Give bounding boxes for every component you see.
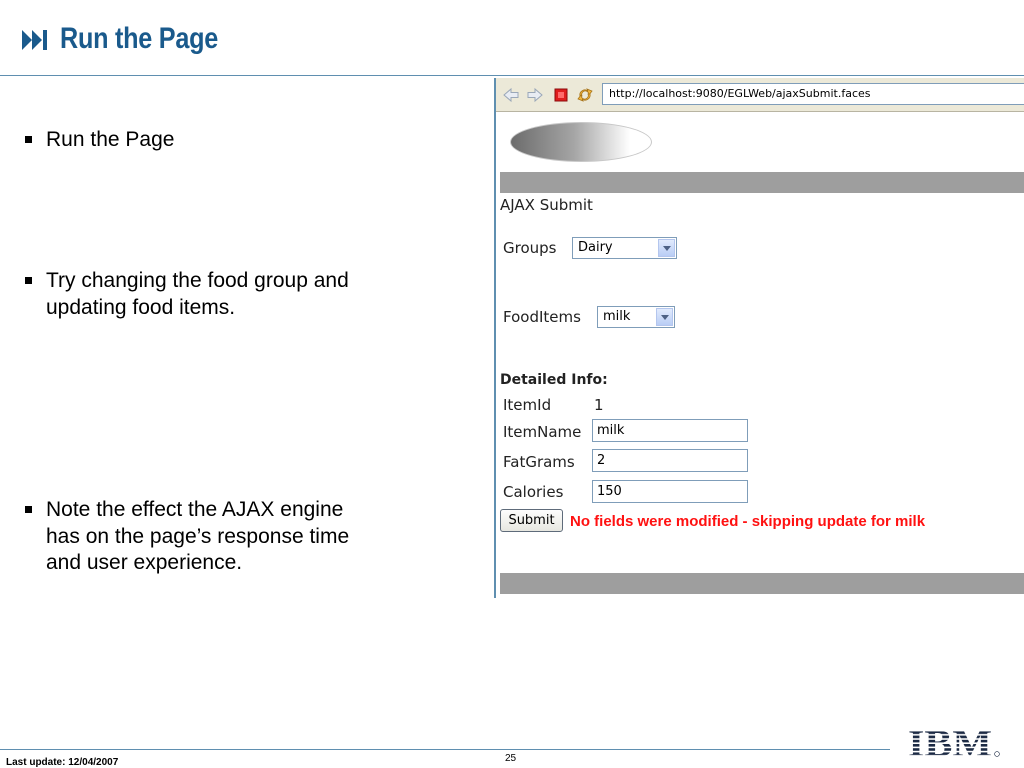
slide-title: Run the Page (60, 22, 218, 55)
calories-label: Calories (503, 483, 564, 501)
footer-bar (500, 573, 1024, 594)
calories-input[interactable]: 150 (592, 480, 748, 503)
address-bar[interactable]: http://localhost:9080/EGLWeb/ajaxSubmit.faces (602, 83, 1024, 105)
title-divider (0, 75, 1024, 76)
fatgrams-label: FatGrams (503, 453, 575, 471)
itemname-label: ItemName (503, 423, 582, 441)
bullet-text: Try changing the food group and updating food items. (46, 269, 349, 319)
browser-toolbar (496, 78, 1024, 112)
groups-select-value: Dairy (578, 240, 613, 255)
itemid-value: 1 (594, 396, 604, 414)
bullet-text: Run the Page (46, 128, 175, 151)
footer-divider (0, 749, 890, 750)
refresh-icon[interactable] (576, 86, 594, 104)
detailed-info-label: Detailed Info: (500, 372, 608, 388)
bullet-square-icon (25, 277, 32, 284)
fast-forward-end-icon (20, 26, 50, 54)
submit-button[interactable]: Submit (500, 509, 563, 532)
svg-text:IBM: IBM (908, 723, 992, 761)
header-bar (500, 172, 1024, 193)
back-arrow-icon[interactable] (502, 86, 520, 104)
fooditems-select[interactable] (597, 306, 675, 328)
page-logo-oval (510, 122, 652, 162)
last-update-text: Last update: 12/04/2007 (6, 757, 119, 768)
status-message: No fields were modified - skipping update for milk (570, 513, 926, 530)
groups-label: Groups (503, 239, 557, 257)
itemid-label: ItemId (503, 396, 552, 414)
fooditems-label: FoodItems (503, 308, 581, 326)
forward-arrow-icon[interactable] (526, 86, 544, 104)
bullet-text: Note the effect the AJAX engine has on the page’s response time and user experience. (46, 498, 350, 574)
fooditems-select-value: milk (603, 309, 631, 324)
stop-icon[interactable] (552, 86, 570, 104)
bullet-square-icon (25, 136, 32, 143)
page-heading: AJAX Submit (500, 196, 593, 214)
fatgrams-input[interactable]: 2 (592, 449, 748, 472)
chevron-down-icon[interactable] (658, 239, 675, 257)
browser-window (494, 78, 1024, 598)
bullet-square-icon (25, 506, 32, 513)
chevron-down-icon[interactable] (656, 308, 673, 326)
ibm-logo (906, 723, 1000, 761)
groups-select[interactable] (572, 237, 677, 259)
itemname-input[interactable]: milk (592, 419, 748, 442)
page-number: 25 (505, 753, 517, 764)
